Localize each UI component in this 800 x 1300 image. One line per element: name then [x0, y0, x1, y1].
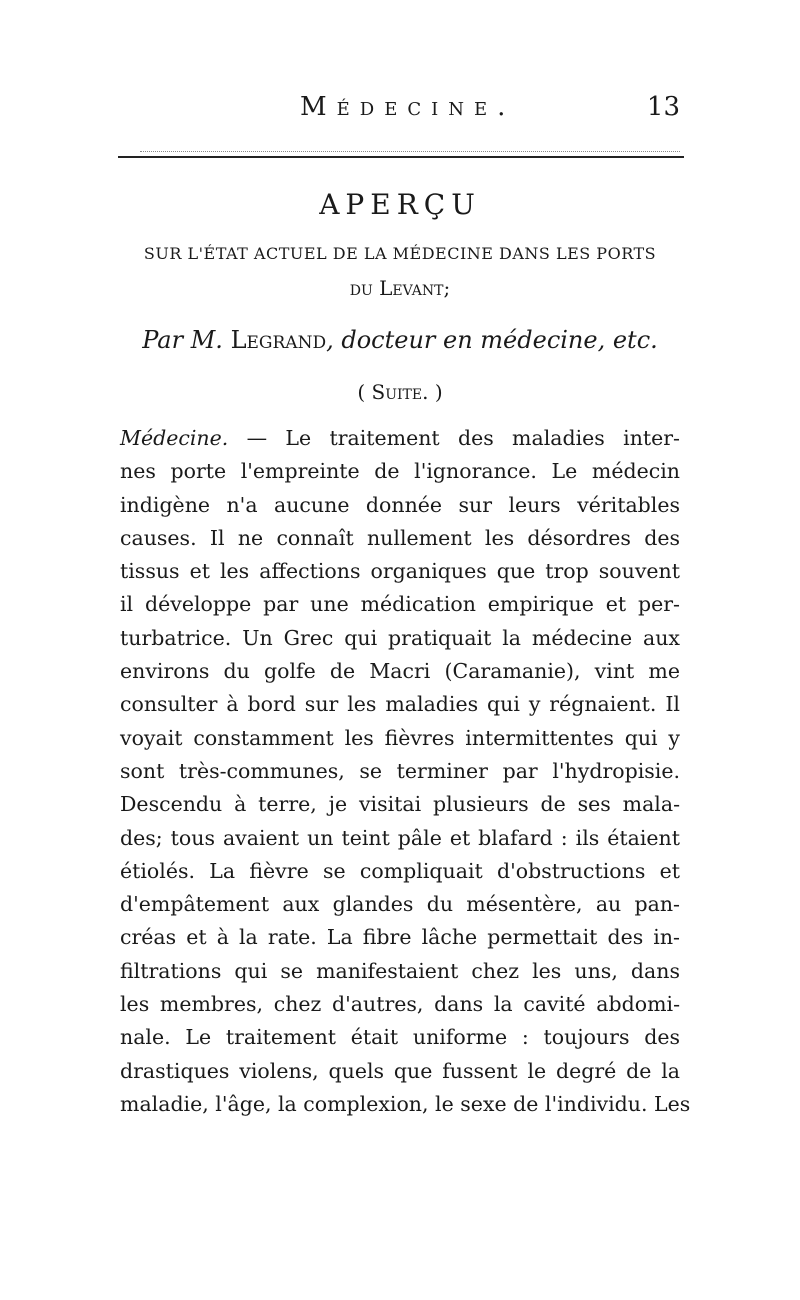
text-line: sont très-communes, se terminer par l'hydropisie. — [120, 758, 680, 783]
section-lead: Médecine. — [120, 426, 229, 450]
text-line — [120, 422, 680, 455]
running-head — [120, 92, 680, 132]
text-line: maladie, l'âge, la complexion, le sexe de l'individu. Les — [120, 1091, 691, 1116]
text-line: tissus et les affections organiques que trop souvent — [120, 559, 680, 584]
text-line: turbatrice. Un Grec qui pratiquait la médecine aux — [120, 625, 680, 650]
text-line: filtrations qui se manifestaient chez les uns, dans — [120, 958, 680, 983]
text-line: environs du golfe de Macri (Caramanie), vint me — [120, 659, 680, 684]
page-number: 13 — [646, 92, 680, 122]
text-line: des; tous avaient un teint pâle et blafard : ils étaient — [120, 825, 680, 850]
text-line-content: — Le traitement des maladies inter- — [228, 426, 680, 450]
text-line: nes porte l'empreinte de l'ignorance. Le médecin — [120, 459, 680, 484]
text-line: les membres, chez d'autres, dans la cavité abdomi- — [120, 992, 680, 1017]
text-line: il développe par une médication empirique et per- — [120, 592, 680, 617]
text-line: voyait constamment les fièvres intermittentes qui y — [120, 725, 680, 750]
text-line: consulter à bord sur les maladies qui y régnaient. Il — [120, 692, 680, 717]
continuation-note: ( Suite. ) — [357, 380, 443, 404]
article-subtitle: SUR L'ÉTAT ACTUEL DE LA MÉDECINE DANS LES PORTS — [143, 244, 657, 263]
text-line: causes. Il ne connaît nullement les désordres des — [120, 525, 680, 550]
text-line: indigène n'a aucune donnée sur leurs véritables — [120, 492, 680, 517]
article-title: APERÇU — [319, 188, 481, 221]
header-dotted-rule — [140, 151, 680, 152]
byline-prefix: Par M. — [142, 326, 223, 354]
text-line: drastiques violens, quels que fussent le degré de la — [120, 1058, 680, 1083]
text-line: étiolés. La fièvre se compliquait d'obstructions et — [120, 858, 680, 883]
text-line: d'empâtement aux glandes du mésentère, au pan- — [120, 892, 680, 917]
article-subtitle-continued: du Levant; — [349, 276, 451, 300]
byline-suffix: , docteur en médecine, etc. — [326, 326, 658, 354]
byline — [120, 326, 680, 354]
text-line: créas et à la rate. La fibre lâche permettait des in- — [120, 925, 680, 950]
header-rule — [118, 156, 684, 158]
body-text — [120, 422, 691, 1121]
running-title: Médecine. — [300, 92, 516, 122]
text-line: Descendu à terre, je visitai plusieurs de ses mala- — [120, 792, 680, 817]
text-line: nale. Le traitement était uniforme : toujours des — [120, 1025, 680, 1050]
byline-author: Legrand — [230, 326, 327, 354]
